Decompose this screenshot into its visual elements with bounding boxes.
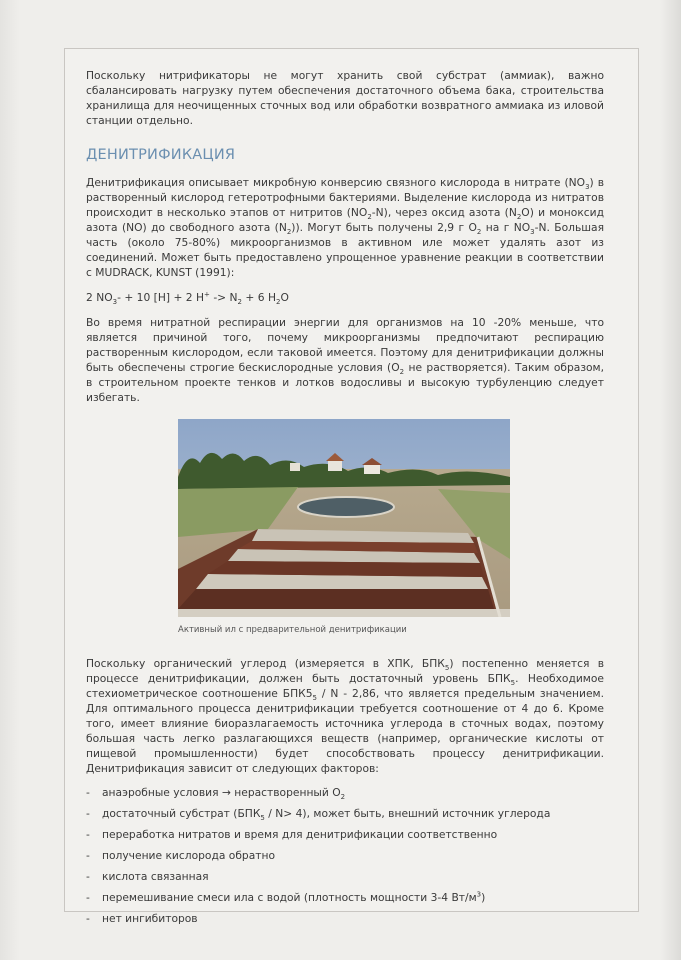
intro-paragraph: Поскольку нитрификаторы не могут хранить свой субстрат (аммиак), важно сбалансировать нагрузку путем обеспечения достаточного объема бака, строительства хранилища для неочищенных сточных вод или обработки возвратного аммиака из иловой станции отдельно. (86, 69, 604, 127)
list-item: - перемешивание смеси ила с водой (плотность мощности 3-4 $Вт/м^3$) (86, 890, 486, 904)
list-item: - анаэробные условия → нерастворенный $O_2$ (86, 786, 346, 802)
organic-carbon-paragraph: Поскольку органический углерод (измеряется в ХПК, $БПК_5$) постепенно меняется в процессе денитрификации, должен быть достаточный уровень $БПК_5$. Необходимое стехиометрическое соотношение $БПК5_5$ / N - 2,86, что является предельным значением. Для оптимального процесса денитрификации требуется соотношение от 4 до 6. Кроме того, имеет влияние биоразлагаемость источника углерода в сточных водах, поэтому большая часть легко разлагающихся веществ (например, органические кислоты от пищевой промышленности) будет способствовать процессу денитрификации. Денитрификация зависит от следующих факторов: (86, 657, 604, 775)
document-body (86, 68, 604, 929)
list-item: - переработка нитратов и время для денитрификации соответственно (86, 828, 498, 841)
photo-caption: Активный ил с предварительной денитрификации (178, 625, 407, 635)
section-title: ДЕНИТРИФИКАЦИЯ (86, 147, 236, 163)
list-item: - получение кислорода обратно (86, 849, 275, 862)
factors-list (86, 782, 604, 929)
list-item: - нет ингибиторов (86, 912, 198, 925)
reaction-equation: 2 $NO_3- + 10$ [H] + 2 $H^+ -> N_2 + 6$ $H_2O$ (86, 290, 289, 307)
list-item: - кислота связанная (86, 870, 209, 883)
denitrification-paragraph: Денитрификация описывает микробную конверсию связного кислорода в нитрате $(NO_3)$ в растворенный кислород гетеротрофными бактериями. Выделение кислорода из нитратов происходит в несколько этапов от нитритов $(NO_2-N)$, через оксид азота $(N_2O)$ и моноксид азота (NO) до свободного азота $(N_2)$). Могут быть получены 2,9 г $O_2$ на г $NO_3-N$. Большая часть (около 75-80%) микроорганизмов в активном иле может удалять азот из соединений. Может быть предоставлено упрощенное уравнение реакции в соответствии с MUDRACK, KUNST (1991): (86, 176, 605, 279)
figure (178, 419, 510, 638)
nitrate-respiration-paragraph: Во время нитратной респирации энергии для организмов на 10 -20% меньше, что является причиной того, почему микроорганизмы предпочитают респирацию растворенным кислородом, если таковой имеется. Поэтому для денитрификации должны быть обеспечены строгие бескислородные условия ($O_2$ не растворяется). Таким образом, в строительном проекте тенков и лотков водосливы и высокую турбуленцию следует избегать. (86, 316, 605, 404)
list-item: - достаточный субстрат $(БПК_5 / N> 4)$, может быть, внешний источник углерода (86, 807, 551, 823)
activated-sludge-photo (178, 419, 510, 617)
